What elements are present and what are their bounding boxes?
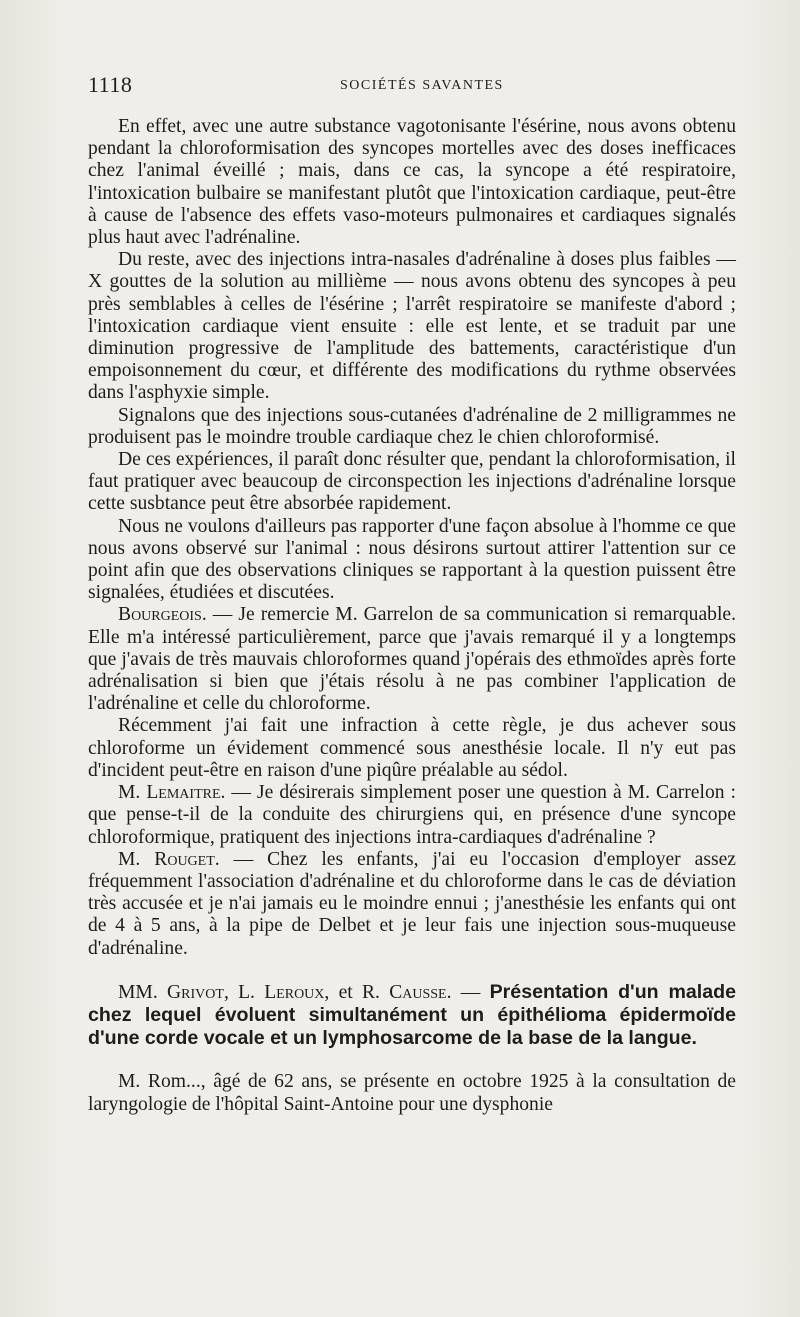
paragraph: Du reste, avec des injections intra-nasales d'adrénaline à doses plus faibles — X gouttes de la solution au millième — nous avons obtenu des syncopes à peu près semblables à celles de l'ésérine ; l'arrêt respiratoire se manifeste d'abord ; l'intoxication cardiaque vient ensuite : elle est lente, et se traduit par une diminution progressive de l'amplitude des battements, caractéristique d'un empoisonnement du cœur, et différente des modifications du rythme observées dans l'asphyxie simple. — [88, 249, 736, 404]
paragraph: Signalons que des injections sous-cutanées d'adrénaline de 2 milligrammes ne produisent pas le moindre trouble cardiaque chez le chien chloroformisé. — [88, 404, 736, 448]
author-separator: , L. — [223, 981, 265, 1003]
paragraph — [88, 849, 736, 960]
paragraph — [88, 782, 736, 849]
author-name: Grivot — [167, 981, 224, 1003]
presentation-heading — [88, 981, 736, 1051]
author-separator: . — — [446, 981, 490, 1003]
paragraph: Nous ne voulons d'ailleurs pas rapporter d'une façon absolue à l'homme ce que nous avons observé sur l'animal : nous désirons surtout attirer l'attention sur ce point afin que des observations cliniques se rapportant à la question puissent être signalées, étudiées et discutées. — [88, 515, 736, 604]
paragraph: M. Rom..., âgé de 62 ans, se présente en octobre 1925 à la consultation de laryngologie de l'hôpital Saint-Antoine pour une dysphonie — [88, 1071, 736, 1115]
speaker-remark: — Je remercie M. Garrelon de sa communication si remarquable. Elle m'a intéressé particulièrement, parce que j'avais remarqué il y a longtemps que j'avais de très mauvais chloroformes quand j'opérais des ethmoïdes après forte adrénalisation si bien que j'étais résolu à ne pas combiner l'application de l'adrénaline et celle du chloroforme. — [88, 604, 736, 715]
author-separator: , et R. — [324, 981, 390, 1003]
running-title: SOCIÉTÉS SAVANTES — [340, 78, 504, 93]
speaker-name: Bourgeois. — [118, 604, 207, 626]
speaker-prefix: M. — [118, 848, 155, 870]
presentation-title: Présentation d'un malade chez lequel évoluent simultanément un épithélioma épidermoïde d'une corde vocale et un lymphosarcome de la base de la langue. — [88, 980, 736, 1050]
authors-prefix: MM. — [118, 981, 167, 1003]
page-number: 1118 — [88, 72, 133, 97]
speaker-remark: — Je désirerais simplement poser une question à M. Carrelon : que pense-t-il de la conduite des chirurgiens qui, en présence d'une syncope chloroformique, pratiquent des injections intra-cardiaques d'adrénaline ? — [88, 782, 736, 848]
page-header — [88, 72, 738, 102]
speaker-name: Rouget. — [154, 848, 220, 870]
body-text — [88, 116, 736, 1116]
paragraph: En effet, avec une autre substance vagotonisante l'ésérine, nous avons obtenu pendant la chloroformisation des syncopes mortelles avec des doses inefficaces chez l'animal éveillé ; mais, dans ce cas, la syncope a été respiratoire, l'intoxication bulbaire se manifestant plutôt que l'intoxication cardiaque, peut-être à cause de l'absence des effets vaso-moteurs pulmonaires et cardiaques signalés plus haut avec l'adrénaline. — [88, 116, 736, 249]
paragraph: De ces expériences, il paraît donc résulter que, pendant la chloroformisation, il faut pratiquer avec beaucoup de circonspection les injections d'adrénaline lorsque cette susbtance peut être absorbée rapidement. — [88, 449, 736, 515]
paragraph — [88, 604, 736, 715]
paragraph: Récemment j'ai fait une infraction à cette règle, je dus achever sous chloroforme un évidement commencé sous anesthésie locale. Il n'y eut pas d'incident peut-être en raison d'une piqûre préalable au sédol. — [88, 715, 736, 781]
author-name: Leroux — [264, 981, 325, 1003]
speaker-prefix: M. — [118, 782, 147, 804]
author-name: Causse — [389, 981, 447, 1003]
speaker-name: Lemaitre. — [146, 782, 226, 804]
speaker-remark: — Chez les enfants, j'ai eu l'occasion d'employer assez fréquemment l'association d'adrénaline et du chloroforme dans le cas de déviation très accusée et je n'ai jamais eu le moindre ennui ; j'anesthésie les enfants qui ont de 4 à 5 ans, à la pipe de Delbet et je leur fais une injection sous-muqueuse d'adrénaline. — [88, 848, 736, 959]
